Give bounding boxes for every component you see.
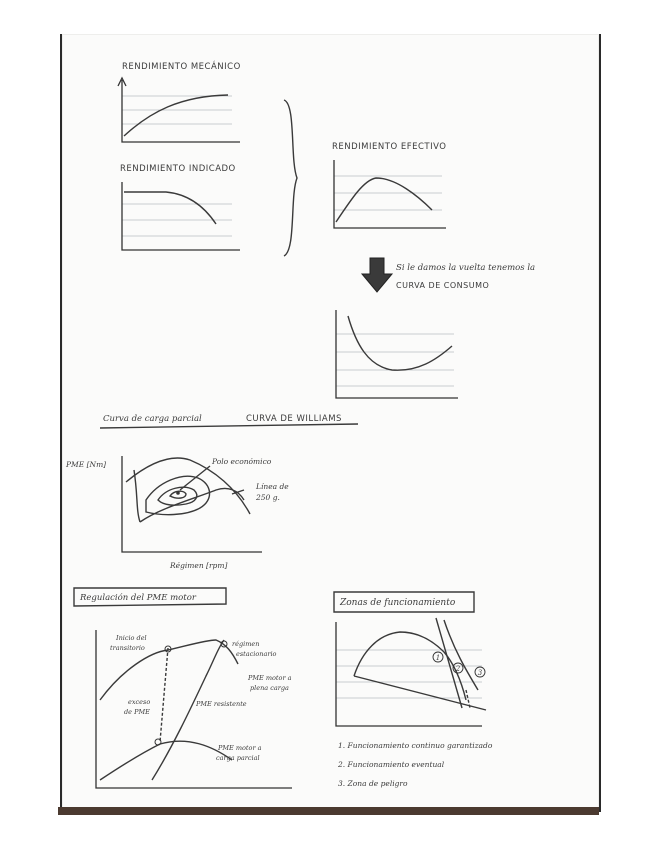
zones-list-item-2: 2. Funcionamiento eventual — [338, 760, 445, 769]
graph-mechanical-title: RENDIMIENTO MECÁNICO — [122, 62, 241, 72]
graph-mechanical-efficiency — [118, 60, 241, 142]
regulation-excess-label-1: exceso — [128, 698, 151, 706]
williams-heading — [100, 414, 358, 428]
regulation-start-label-2: transitorio — [110, 644, 145, 652]
regulation-fullload-label-2: plena carga — [250, 684, 289, 692]
graph-effective-title: RENDIMIENTO EFECTIVO — [332, 142, 447, 152]
zones-heading-box — [334, 592, 474, 612]
graph-williams — [65, 456, 289, 570]
zone-marker-2: 2 — [455, 665, 461, 673]
williams-heading-right: CURVA DE WILLIAMS — [246, 414, 342, 424]
regulation-heading: Regulación del PME motor — [80, 593, 196, 603]
graph-indicated-title: RENDIMIENTO INDICADO — [120, 164, 236, 174]
zone-marker-1: 1 — [435, 654, 441, 662]
graph-effective-efficiency — [332, 142, 446, 228]
consumption-note-line1: Si le damos la vuelta tenemos la — [396, 263, 536, 273]
graph-consumption-curve — [336, 310, 458, 398]
williams-y-axis-label: PME [Nm] — [66, 460, 107, 469]
regulation-resistant-label: PME resistente — [196, 700, 247, 708]
williams-heading-left: Curva de carga parcial — [103, 414, 202, 424]
regulation-stable-label-2: estacionario — [236, 650, 277, 658]
regulation-start-label-1: Inicio del — [116, 634, 147, 642]
zones-list-item-1: 1. Funcionamiento continuo garantizado — [338, 741, 493, 750]
williams-line-label-2: 250 g. — [256, 493, 280, 502]
williams-x-axis-label: Régimen [rpm] — [170, 561, 228, 570]
regulation-heading-box — [74, 588, 226, 606]
williams-pole-label: Polo económico — [212, 457, 272, 466]
graph-indicated-efficiency — [120, 164, 240, 250]
graph-zones — [336, 618, 486, 726]
consumption-note-line2: CURVA DE CONSUMO — [396, 281, 490, 290]
zone-marker-3: 3 — [477, 669, 483, 677]
regulation-stable-label-1: régimen — [232, 640, 260, 648]
brace — [284, 100, 297, 256]
down-arrow-icon — [362, 258, 392, 292]
williams-line-label-1: Línea de — [256, 482, 289, 491]
regulation-fullload-label-1: PME motor a — [248, 674, 292, 682]
zones-list-item-3: 3. Zona de peligro — [338, 779, 408, 788]
zones-list — [337, 741, 493, 788]
graph-regulation — [96, 630, 292, 788]
regulation-partial-label-1: PME motor a — [218, 744, 262, 752]
regulation-partial-label-2: carga parcial — [216, 754, 260, 762]
zones-heading: Zonas de funcionamiento — [340, 598, 456, 608]
regulation-excess-label-2: de PME — [124, 708, 150, 716]
